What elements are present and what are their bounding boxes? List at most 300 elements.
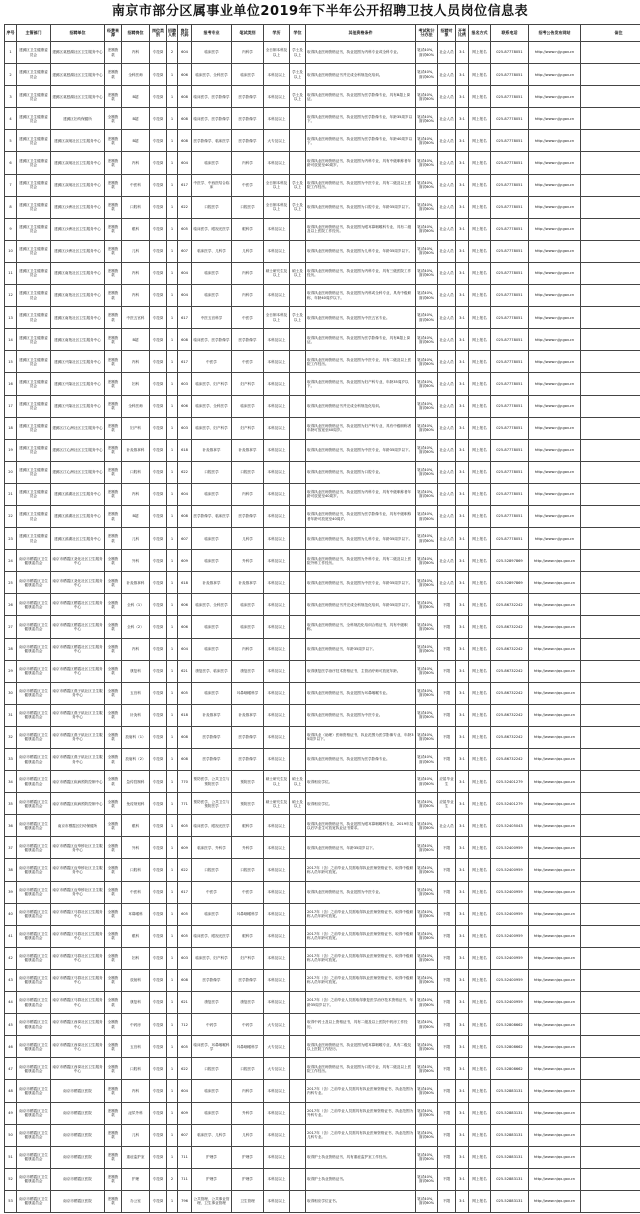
table-cell: 025-52883131 [491, 1080, 529, 1102]
table-cell: 本科及以上 [264, 660, 290, 682]
table-cell: 025-52400959 [491, 881, 529, 903]
table-cell: 笔试40%，面试60% [416, 881, 438, 903]
table-cell: 网上报名 [469, 1124, 491, 1146]
table-cell [581, 86, 640, 108]
table-cell: 内科 [122, 351, 150, 373]
table-cell [581, 682, 640, 704]
table-cell: 南京市栖霞区卫生健康委员会 [17, 594, 51, 616]
table-cell: 608 [178, 108, 192, 130]
table-cell: 儿科 [122, 240, 150, 262]
table-cell: 笔试40%，面试60% [416, 218, 438, 240]
table-cell: http://www.njqx.gov.cn [529, 1168, 581, 1190]
table-cell: 26 [5, 594, 17, 616]
table-cell: 学士及以上 [290, 174, 306, 196]
table-cell [290, 461, 306, 483]
table-cell: 2017年（含）之前毕业人员需具有执业医师资格证书，执业范围为内科专业。 [306, 1080, 416, 1102]
table-cell: 针灸推拿学 [192, 439, 232, 461]
table-cell: 本科及以上 [264, 947, 290, 969]
table-cell: 南京市栖霞区卫生健康委员会 [17, 992, 51, 1014]
table-cell: 口腔医学 [192, 461, 232, 483]
table-cell: 建邺区南苑社区卫生服务中心 [51, 262, 105, 284]
table-cell: 796 [178, 1190, 192, 1212]
table-cell: 3:1 [456, 704, 469, 726]
table-cell: 专技岗 [150, 108, 167, 130]
table-cell [581, 1168, 640, 1190]
table-cell: 025-87778051 [491, 285, 529, 307]
table-cell: 专技岗 [150, 351, 167, 373]
table-cell: 放射科（2） [122, 749, 150, 771]
table-cell: 妇产科学 [232, 417, 264, 439]
table-cell: 内科学 [232, 483, 264, 505]
table-cell: 3:1 [456, 616, 469, 638]
table-cell: 2017年（含）之前毕业人员需取得执业医师资格证书，取得中级职称人员年龄可放宽。 [306, 859, 416, 881]
table-row [5, 1168, 640, 1190]
table-cell: 本科及以上 [264, 152, 290, 174]
table-cell: 本科及以上 [264, 108, 290, 130]
table-header [5, 25, 640, 42]
table-row [5, 262, 640, 284]
table-cell: 取得护士执业资格证书，具有重症监护室工作经历。 [306, 1146, 416, 1168]
table-cell: 社会人员 [438, 528, 456, 550]
table-cell [290, 682, 306, 704]
table-cell [290, 1168, 306, 1190]
table-cell: 621 [178, 660, 192, 682]
table-cell [581, 660, 640, 682]
table-cell: 全科医师 [122, 395, 150, 417]
table-cell: 医学影像学 [192, 749, 232, 771]
table-cell: 025-86732242 [491, 660, 529, 682]
table-cell: 网上报名 [469, 240, 491, 262]
table-cell: 医学影像学 [232, 969, 264, 991]
table-cell: 专技岗 [150, 1058, 167, 1080]
table-cell: 1 [167, 285, 178, 307]
table-cell: http://www.njjy.gov.cn [529, 528, 581, 550]
table-cell: 南京市栖霞区卫生健康委员会 [17, 660, 51, 682]
table-cell: http://www.njjy.gov.cn [529, 373, 581, 395]
table-cell: 1 [167, 174, 178, 196]
table-cell [581, 528, 640, 550]
table-cell [290, 395, 306, 417]
table-cell: 笔试40%，面试60% [416, 771, 438, 793]
table-cell: 30 [5, 682, 17, 704]
table-cell: 网上报名 [469, 815, 491, 837]
table-cell: 2017年（含）之前毕业人员需取得执业医师资格证书，取得中级职称人员年龄可放宽。 [306, 903, 416, 925]
table-row [5, 1146, 640, 1168]
table-cell: 39 [5, 881, 17, 903]
table-cell: 3:1 [456, 86, 469, 108]
table-cell: 607 [178, 1124, 192, 1146]
table-cell: 025-87778051 [491, 262, 529, 284]
table-cell [290, 1190, 306, 1212]
table-cell: 网上报名 [469, 174, 491, 196]
table-cell: 全额拨款 [105, 638, 122, 660]
table-cell: 3:1 [456, 793, 469, 815]
table-cell: 专技岗 [150, 1080, 167, 1102]
table-cell [290, 992, 306, 1014]
page-title: 南京市部分区属事业单位2019年下半年公开招聘卫技人员岗位信息表 [111, 4, 529, 19]
table-cell: 18 [5, 417, 17, 439]
table-cell: 本科及以上 [264, 240, 290, 262]
table-cell: http://www.njjy.gov.cn [529, 505, 581, 527]
table-cell: 中药学 [192, 1014, 232, 1036]
table-cell: 网上报名 [469, 1168, 491, 1190]
table-cell: 取得执业医师资格证书，执业范围为医学影像专业，具有中级职称者年龄可放宽至40周岁。 [306, 505, 416, 527]
table-cell [290, 969, 306, 991]
table-cell [581, 218, 640, 240]
table-cell: 1 [167, 859, 178, 881]
table-cell: 社会人员 [438, 108, 456, 130]
table-cell: 025-52883131 [491, 1168, 529, 1190]
table-cell: 33 [5, 749, 17, 771]
table-cell: 网上报名 [469, 1146, 491, 1168]
table-cell: 本科及以上 [264, 969, 290, 991]
table-cell: 1 [167, 992, 178, 1014]
table-cell: 不限 [438, 704, 456, 726]
table-cell: 全额拨款 [105, 992, 122, 1014]
table-cell: 南京市栖霞区迈皋桥社区卫生服务中心 [51, 881, 105, 903]
table-cell: 临床医学 [192, 528, 232, 550]
table-cell: 笔试40%，面试60% [416, 1014, 438, 1036]
table-cell: 全额拨款 [105, 815, 122, 837]
table-cell: 建邺区卫生健康委员会 [17, 86, 51, 108]
table-cell: 医学影像学 [232, 505, 264, 527]
table-cell: 网上报名 [469, 307, 491, 329]
table-cell: 南京市栖霞区医院 [51, 1124, 105, 1146]
table-cell: 网上报名 [469, 351, 491, 373]
table-cell: 内科 [122, 152, 150, 174]
table-cell: 网上报名 [469, 837, 491, 859]
table-cell: 1 [167, 947, 178, 969]
table-cell: 南京市栖霞区卫生健康委员会 [17, 925, 51, 947]
table-cell: 内科 [122, 483, 150, 505]
table-cell: 608 [178, 749, 192, 771]
table-row [5, 1014, 640, 1036]
table-cell: http://www.njqx.gov.cn [529, 969, 581, 991]
table-cell [581, 196, 640, 218]
table-cell: 免疫规划科 [122, 793, 150, 815]
table-cell: 618 [178, 572, 192, 594]
table-cell: 妇产科学 [232, 373, 264, 395]
table-cell: http://www.njjy.gov.cn [529, 64, 581, 86]
table-cell: 3:1 [456, 152, 469, 174]
table-cell [290, 749, 306, 771]
table-cell: 全额拨款 [105, 749, 122, 771]
table-cell: 笔试40%，面试60% [416, 1102, 438, 1124]
table-cell [290, 660, 306, 682]
table-cell: http://www.njqx.gov.cn [529, 793, 581, 815]
table-cell: 网上报名 [469, 528, 491, 550]
table-cell: 31 [5, 704, 17, 726]
table-cell: 南京市栖霞区疾病预防控制中心 [51, 793, 105, 815]
table-cell: 差额拨款 [105, 64, 122, 86]
table-cell: 内科学 [232, 638, 264, 660]
table-cell: 建邺区兴隆社区卫生服务中心 [51, 395, 105, 417]
column-header: 经费来源 [105, 25, 122, 42]
table-cell: 妇科 [122, 373, 150, 395]
table-cell: 专技岗 [150, 1124, 167, 1146]
table-cell: 专技岗 [150, 771, 167, 793]
table-cell: 1 [167, 1190, 178, 1212]
table-cell: 妇产科学 [232, 947, 264, 969]
table-cell [581, 240, 640, 262]
table-cell: 专技岗 [150, 550, 167, 572]
table-cell: 不限 [438, 594, 456, 616]
table-cell: 本科及以上 [264, 64, 290, 86]
table-cell: 笔试40%，面试60% [416, 815, 438, 837]
table-cell: 025-52400959 [491, 837, 529, 859]
table-cell: 取得执业医师资格证书，年龄35周岁以下。 [306, 837, 416, 859]
table-cell: 网上报名 [469, 682, 491, 704]
table-cell: 不限 [438, 726, 456, 748]
table-cell: 南京市栖霞区卫生健康委员会 [17, 1190, 51, 1212]
table-cell: 口腔科 [122, 859, 150, 881]
table-cell: 临床医学 [192, 152, 232, 174]
table-cell: 025-86732242 [491, 704, 529, 726]
table-cell: 网上报名 [469, 130, 491, 152]
table-cell: 取得护士执业资格证书。 [306, 1168, 416, 1190]
table-cell [581, 1014, 640, 1036]
table-cell: 不限 [438, 749, 456, 771]
table-cell: 608 [178, 505, 192, 527]
table-cell: 47 [5, 1058, 17, 1080]
table-cell: 不限 [438, 1190, 456, 1212]
table-cell: 不限 [438, 837, 456, 859]
table-cell: 护理学 [232, 1168, 264, 1190]
table-cell: 27 [5, 616, 17, 638]
table-cell: 外科学 [232, 837, 264, 859]
table-cell: 取得执业医师资格证书，执业范围为口腔专业，年龄35周岁以下。 [306, 196, 416, 218]
table-cell: 1 [167, 749, 178, 771]
table-cell: 网上报名 [469, 262, 491, 284]
table-cell: 本科及以上 [264, 461, 290, 483]
table-cell: 3:1 [456, 572, 469, 594]
table-cell: 专技岗 [150, 881, 167, 903]
table-cell: 南京市栖霞区燕子矶社区卫生服务中心 [51, 704, 105, 726]
table-cell: 社会人员 [438, 152, 456, 174]
table-cell: 43 [5, 969, 17, 991]
table-cell: 本科及以上 [264, 1146, 290, 1168]
table-cell: 3:1 [456, 969, 469, 991]
table-cell: 南京市栖霞区卫生健康委员会 [17, 771, 51, 793]
table-cell: 社会人员 [438, 86, 456, 108]
table-cell: 内科学 [232, 262, 264, 284]
table-cell: 专技岗 [150, 616, 167, 638]
table-cell: 609 [178, 1102, 192, 1124]
table-cell: 南京市栖霞区卫生健康委员会 [17, 881, 51, 903]
table-cell: 笔试40%，面试60% [416, 130, 438, 152]
table-cell: 025-52897869 [491, 572, 529, 594]
table-cell: 604 [178, 285, 192, 307]
table-cell: 1 [167, 594, 178, 616]
table-cell: 3:1 [456, 815, 469, 837]
table-cell: 本科及以上 [264, 528, 290, 550]
table-cell: 南京市栖霞区妇幼保健所 [51, 815, 105, 837]
table-cell: 南京市栖霞区卫生健康委员会 [17, 947, 51, 969]
table-cell: 网上报名 [469, 64, 491, 86]
table-cell: 差额拨款 [105, 1190, 122, 1212]
table-cell: 本科及以上 [264, 1168, 290, 1190]
table-cell: 1 [167, 86, 178, 108]
table-cell: 专技岗 [150, 969, 167, 991]
table-cell: http://www.njqx.gov.cn [529, 704, 581, 726]
table-cell [290, 925, 306, 947]
table-cell: 医学影像学 [232, 108, 264, 130]
table-cell: 1 [167, 1080, 178, 1102]
table-cell: 025-52808662 [491, 1014, 529, 1036]
table-cell: 网上报名 [469, 1102, 491, 1124]
table-cell: 025-52400959 [491, 925, 529, 947]
table-cell: 网上报名 [469, 461, 491, 483]
table-cell: 五官科 [122, 1036, 150, 1058]
table-cell: 笔试40%，面试60% [416, 505, 438, 527]
table-cell: B超 [122, 130, 150, 152]
table-cell: 网上报名 [469, 395, 491, 417]
table-cell [581, 638, 640, 660]
table-cell: 笔试40%，面试60% [416, 262, 438, 284]
table-cell: 南京市栖霞区燕子矶社区卫生服务中心 [51, 749, 105, 771]
table-cell [581, 130, 640, 152]
table-cell: 建邺区滨湖社区卫生服务中心 [51, 528, 105, 550]
table-cell: 针灸推拿学 [192, 704, 232, 726]
table-cell: 不限 [438, 1014, 456, 1036]
table-cell: 本科及以上 [264, 682, 290, 704]
table-cell: 建邺区卫生健康委员会 [17, 262, 51, 284]
table-row [5, 1102, 640, 1124]
table-cell: 建邺区滨湖社区卫生服务中心 [51, 483, 105, 505]
table-cell [581, 903, 640, 925]
table-cell: 025-87778051 [491, 417, 529, 439]
table-cell: 中医学 [192, 351, 232, 373]
table-cell: 南京市栖霞区马群社区卫生服务中心 [51, 947, 105, 969]
table-cell: 针灸推拿学 [192, 572, 232, 594]
table-cell: 建邺区江心洲社区卫生服务中心 [51, 439, 105, 461]
table-cell [290, 351, 306, 373]
table-cell: 临床医学、耳鼻咽喉科学 [192, 1036, 232, 1058]
table-cell: 南京市栖霞区西岗社区卫生服务中心 [51, 1036, 105, 1058]
table-cell: 医学影像学、临床医学 [192, 130, 232, 152]
table-cell: 南京市栖霞区西岗社区卫生服务中心 [51, 1058, 105, 1080]
table-cell: 712 [178, 1014, 192, 1036]
table-cell: 差额拨款 [105, 1146, 122, 1168]
table-cell: http://www.njqx.gov.cn [529, 815, 581, 837]
table-cell: 中药学 [232, 1014, 264, 1036]
table-cell: 取得执业医师资格证书，执业范围为口腔专业，具有二级及以上医院工作经历。 [306, 1058, 416, 1080]
table-row [5, 152, 640, 174]
table-cell: 3:1 [456, 837, 469, 859]
table-cell: 711 [178, 1146, 192, 1168]
table-cell: 1 [167, 1036, 178, 1058]
table-cell: 网上报名 [469, 771, 491, 793]
table-cell: 专技岗 [150, 196, 167, 218]
table-cell [290, 1102, 306, 1124]
table-cell [290, 572, 306, 594]
table-cell: 不限 [438, 1102, 456, 1124]
table-cell [581, 594, 640, 616]
table-cell: 建邺区南苑社区卫生服务中心 [51, 285, 105, 307]
table-cell: 医学影像学 [232, 130, 264, 152]
table-cell: 网上报名 [469, 616, 491, 638]
table-cell [581, 307, 640, 329]
table-cell: 40 [5, 903, 17, 925]
table-cell [581, 373, 640, 395]
table-cell [290, 218, 306, 240]
table-cell: http://www.njjy.gov.cn [529, 483, 581, 505]
table-cell: 025-87778051 [491, 108, 529, 130]
table-row [5, 815, 640, 837]
table-cell: http://www.njjy.gov.cn [529, 417, 581, 439]
table-cell: 硕士研究生及以上 [264, 793, 290, 815]
table-cell: 临床医学 [192, 550, 232, 572]
table-cell: 5 [5, 130, 17, 152]
table-cell: 针灸推拿学 [232, 704, 264, 726]
table-cell: http://www.njjy.gov.cn [529, 174, 581, 196]
table-cell: 本科及以上 [264, 417, 290, 439]
table-cell: 耳鼻咽喉科学 [232, 682, 264, 704]
table-row [5, 1036, 640, 1058]
table-cell: 37 [5, 837, 17, 859]
table-cell: 取得执业医师资格证书，执业范围为内科专业，具有中级职称者年龄可放宽至40周岁。 [306, 483, 416, 505]
table-row [5, 240, 640, 262]
table-cell: 差额拨款 [105, 1102, 122, 1124]
table-cell: 全科（1） [122, 594, 150, 616]
table-row [5, 218, 640, 240]
table-cell: 3:1 [456, 1146, 469, 1168]
table-cell: 1 [167, 903, 178, 925]
table-row [5, 196, 640, 218]
table-cell: 本科及以上 [264, 550, 290, 572]
table-cell: 取得相应学位。 [306, 771, 416, 793]
table-cell: 专技岗 [150, 1190, 167, 1212]
table-cell: 网上报名 [469, 108, 491, 130]
table-cell: 临床医学 [232, 395, 264, 417]
table-cell: 笔试40%，面试60% [416, 152, 438, 174]
table-cell: 笔试40%，面试60% [416, 925, 438, 947]
table-cell: 专技岗 [150, 505, 167, 527]
table-cell: 建邺区双闸社区卫生服务中心 [51, 174, 105, 196]
table-cell: 1 [167, 771, 178, 793]
table-cell: 南京市栖霞区卫生健康委员会 [17, 1014, 51, 1036]
table-cell: 专技岗 [150, 1014, 167, 1036]
table-cell: 笔试40%，面试60% [416, 1036, 438, 1058]
table-cell: 耳鼻喉科 [122, 903, 150, 925]
table-cell: 不限 [438, 660, 456, 682]
table-cell: 医学影像学 [192, 726, 232, 748]
table-cell [581, 108, 640, 130]
table-cell: 专技岗 [150, 572, 167, 594]
table-cell: 网上报名 [469, 881, 491, 903]
table-cell: 差额拨款 [105, 130, 122, 152]
table-cell: 放射科 [122, 969, 150, 991]
table-cell: 617 [178, 174, 192, 196]
table-cell: 建邺区卫生健康委员会 [17, 152, 51, 174]
table-cell: 护理学 [232, 1146, 264, 1168]
table-cell: 笔试40%，面试60% [416, 528, 438, 550]
table-row [5, 373, 640, 395]
table-cell: 专技岗 [150, 903, 167, 925]
table-cell: 取得中药士及以上资格证书，具有二级及以上医院中药房工作经历。 [306, 1014, 416, 1036]
table-cell: 608 [178, 726, 192, 748]
table-cell: http://www.njqx.gov.cn [529, 837, 581, 859]
table-cell: 3:1 [456, 42, 469, 64]
table-cell [581, 262, 640, 284]
table-cell [290, 726, 306, 748]
table-cell: 1 [167, 262, 178, 284]
table-cell: 609 [178, 837, 192, 859]
table-cell: 网上报名 [469, 925, 491, 947]
table-row [5, 572, 640, 594]
table-cell: 专技岗 [150, 218, 167, 240]
table-cell: 临床医学 [192, 682, 232, 704]
